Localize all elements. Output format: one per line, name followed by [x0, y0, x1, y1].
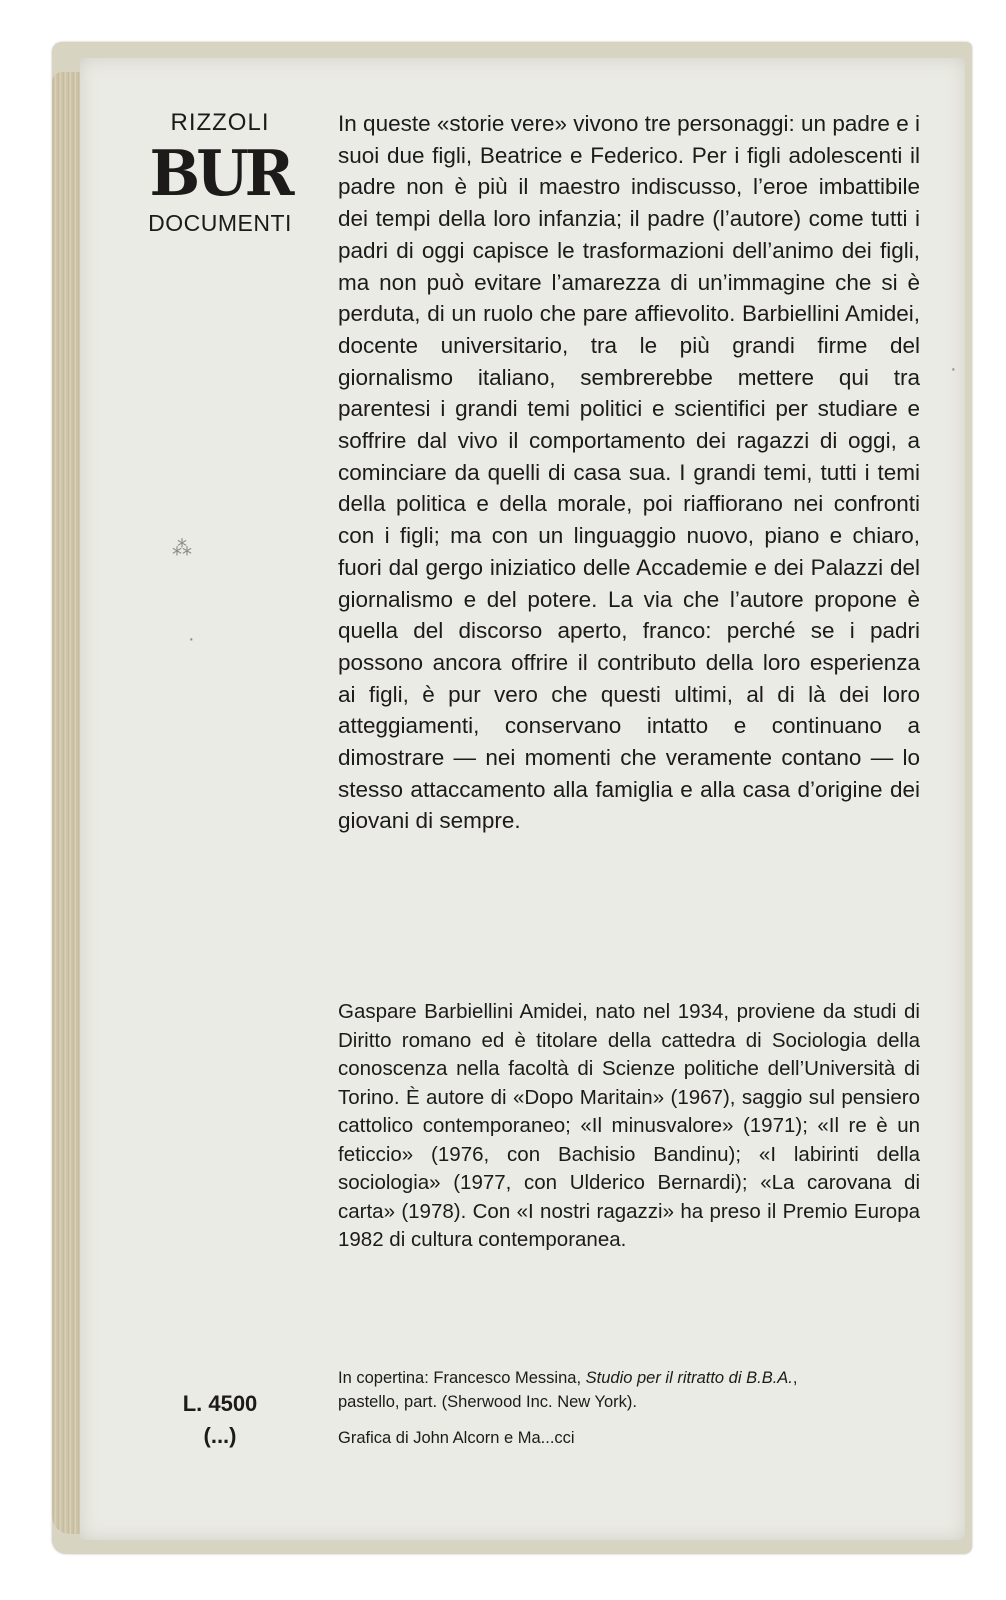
book-back-cover [52, 42, 972, 1554]
publisher-logo [140, 108, 300, 238]
graphics-credit: Grafica di John Alcorn e Ma...cci [338, 1429, 575, 1447]
cover-credit-line-1 [338, 1366, 920, 1390]
series-name: DOCUMENTI [148, 210, 292, 236]
cover-credits [338, 1366, 920, 1414]
price [150, 1388, 290, 1452]
paper-mark: · [950, 358, 957, 380]
bur-logo-mark: BUR [149, 137, 291, 211]
cover-credit-line-2: pastello, part. (Sherwood Inc. New York). [338, 1393, 637, 1411]
paper-mark: · [188, 628, 195, 650]
price-amount: L. 4500 [182, 1391, 258, 1416]
cover-credit-prefix: In copertina: Francesco Messina, [338, 1369, 586, 1387]
cover-surface [80, 58, 965, 1540]
cover-artwork-title: Studio per il ritratto di B.B.A. [585, 1369, 793, 1387]
book-description: In queste «storie vere» vivono tre personaggi: un padre e i suoi due figli, Beatrice e Federico. Per i figli adolescenti il padre non è più il maestro indiscusso, l’eroe imbattibile dei tempi della loro infanzia; il padre (l’autore) come tutti i padri di oggi capisce le trasformazioni dell’animo dei figli, ma non può evitare l’amarezza di un’immagine che si è perduta, di un ruolo che pare affievolito. Barbiellini Amidei, docente universitario, tra le più grandi firme del giornalismo italiano, sembrerebbe mettere qui tra parentesi i grandi temi politici e scientifici per studiare e soffrire dal vivo il comportamento dei ragazzi di oggi, a cominciare da quelli di casa sua. I grandi temi, tutti i temi della politica e della morale, poi riaffiorano nei confronti con i figli; ma con un linguaggio nuovo, piano e chiaro, fuori dal gergo iniziatico delle Accademie e dei Palazzi del giornalismo e del potere. La via che l’autore propone è quella del discorso aperto, franco: perché se i padri possono ancora offrire il contributo della loro esperienza ai figli, è pur vero che questi ultimi, al di là dei loro atteggiamenti, conservano intatto e continuano a dimostrare — nei momenti che veramente contano — lo stesso attaccamento alla famiglia e alla casa d’origine dei giovani di sempre. [338, 111, 920, 834]
author-bio: Gaspare Barbiellini Amidei, nato nel 1934, proviene da studi di Diritto romano ed è titolare della cattedra di Sociologia della conoscenza nella facoltà di Scienze politiche dell’Università di Torino. È autore di «Dopo Maritain» (1967), saggio sul pensiero cattolico contemporaneo; «Il minusvalore» (1971); «Il re è un feticcio» (1976, con Bachisio Bandinu); «I labirinti della sociologia» (1977, con Ulderico Bernardi); «La carovana di carta» (1978). Con «I nostri ragazzi» ha preso il Premio Europa 1982 di cultura contemporanea. [338, 1000, 920, 1251]
cover-credit-suffix: , [792, 1369, 798, 1387]
price-note: (...) [203, 1423, 237, 1448]
paper-mark: ⁂ [172, 538, 192, 560]
page-edges [52, 72, 82, 1534]
publisher-name: RIZZOLI [170, 109, 270, 136]
